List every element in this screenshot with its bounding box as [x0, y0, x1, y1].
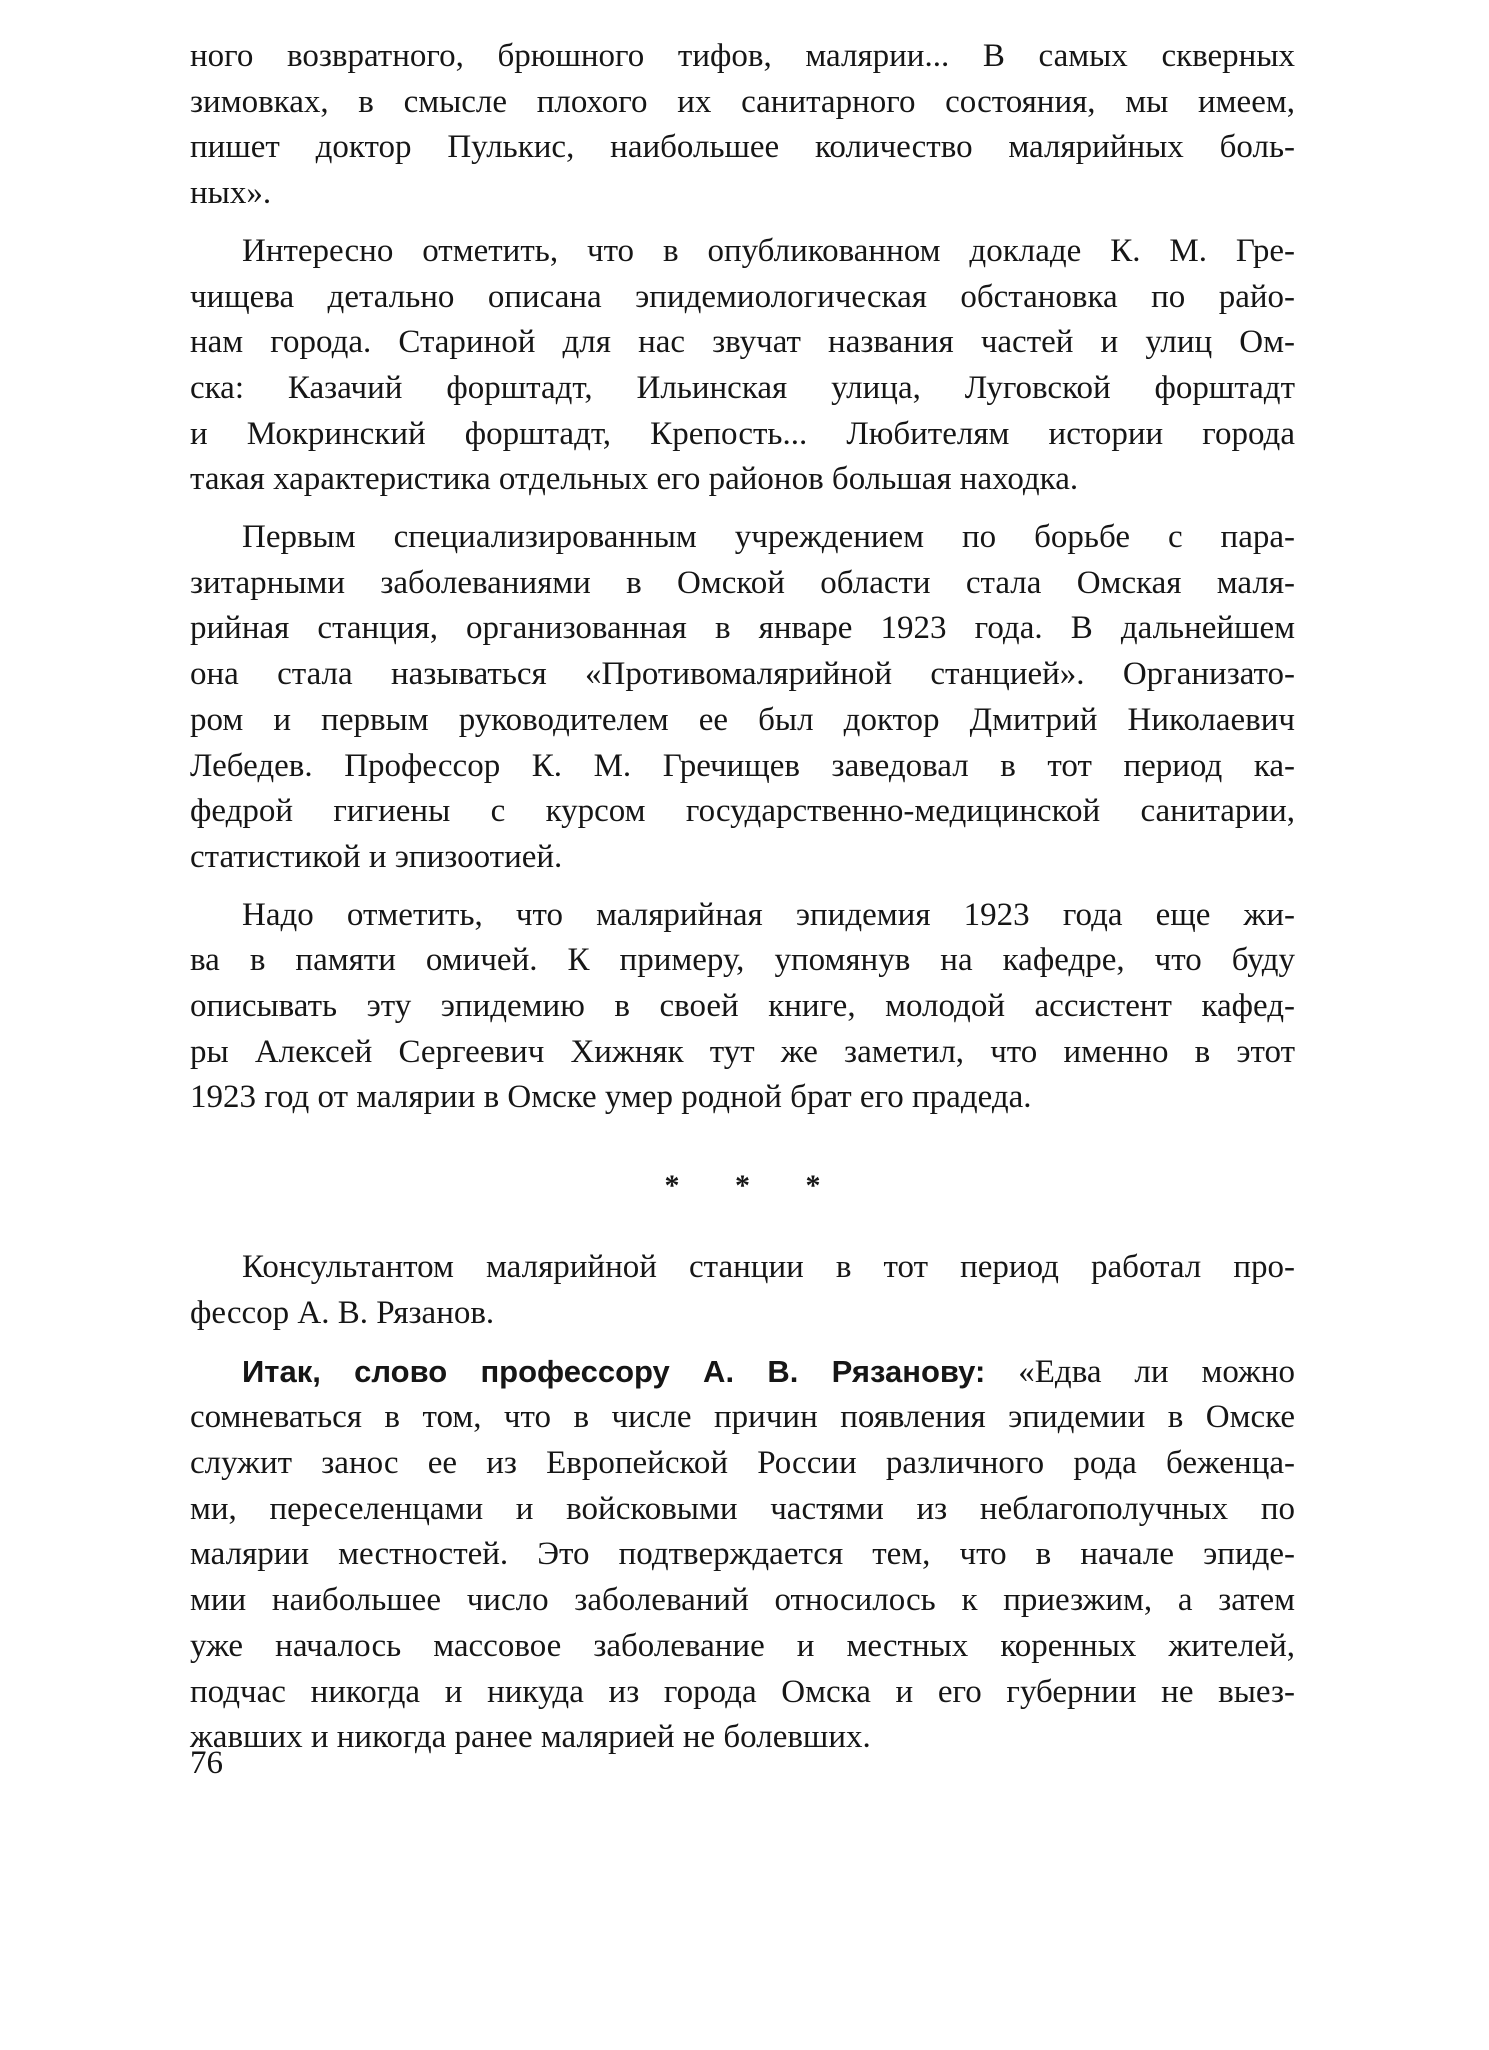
- text-line: такая характеристика отдельных его районов большая находка.: [190, 461, 1079, 498]
- book-page: [190, 34, 1295, 1761]
- text-line: сомневаться в том, что в числе причин появления эпидемии в Омске: [190, 1399, 1295, 1436]
- text-line: ных».: [190, 175, 272, 212]
- text-line: пишет доктор Пулькис, наибольшее количество малярийных боль-: [190, 129, 1295, 166]
- paragraph-gap: [190, 503, 1295, 515]
- text-line: служит занос ее из Европейской России различного рода беженца-: [190, 1444, 1295, 1481]
- text-line: зимовках, в смысле плохого их санитарного состояния, мы имеем,: [190, 83, 1295, 120]
- text-line: Надо отметить, что малярийная эпидемия 1923 года еще жи-: [242, 896, 1295, 933]
- text-line: жавших и никогда ранее малярией не болевших.: [190, 1719, 871, 1756]
- text-line-with-lead: [190, 1349, 1295, 1396]
- text-line: рийная станция, организованная в январе 1923 года. В дальнейшем: [190, 610, 1295, 647]
- text-line: и Мокринский форштадт, Крепость... Любителям истории города: [190, 415, 1295, 452]
- text-line: Интересно отметить, что в опубликованном докладе К. М. Гре-: [242, 232, 1295, 269]
- text-line: ска: Казачий форштадт, Ильинская улица, Луговской форштадт: [190, 369, 1295, 406]
- text-line: фессор А. В. Рязанов.: [190, 1294, 495, 1331]
- text-line: статистикой и эпизоотией.: [190, 838, 563, 875]
- paragraph-2: [190, 229, 1295, 503]
- section-separator: * * *: [664, 1169, 845, 1203]
- text-line: мии наибольшее число заболеваний относилось к приезжим, а затем: [190, 1582, 1295, 1619]
- paragraph-4: [190, 893, 1295, 1122]
- paragraph-3: [190, 515, 1295, 881]
- text-line: ва в памяти омичей. К примеру, упомянув на кафедре, что буду: [190, 942, 1295, 979]
- text-fragment: «Едва ли можно: [985, 1353, 1295, 1390]
- text-line: 1923 год от малярии в Омске умер родной брат его прадеда.: [190, 1079, 1032, 1116]
- text-line: ры Алексей Сергеевич Хижняк тут же заметил, что именно в этот: [190, 1033, 1295, 1070]
- text-line: ного возвратного, брюшного тифов, малярии... В самых скверных: [190, 38, 1295, 74]
- text-line: малярии местностей. Это подтверждается тем, что в начале эпиде-: [190, 1536, 1295, 1573]
- text-line: нам города. Стариной для нас звучат названия частей и улиц Ом-: [190, 324, 1295, 361]
- text-line: зитарными заболеваниями в Омской области стала Омская маля-: [190, 564, 1295, 601]
- text-line: Консультантом малярийной станции в тот период работал про-: [242, 1249, 1295, 1286]
- paragraph-1: [190, 34, 1295, 217]
- paragraph-gap: [190, 217, 1295, 229]
- text-line: Лебедев. Профессор К. М. Гречищев заведовал в тот период ка-: [190, 747, 1295, 784]
- text-line: ми, переселенцами и войсковыми частями из неблагополучных по: [190, 1490, 1295, 1527]
- bold-lead-phrase: Итак, слово профессору А. В. Рязанову:: [242, 1353, 986, 1389]
- text-line: ром и первым руководителем ее был доктор Дмитрий Николаевич: [190, 701, 1295, 738]
- paragraph-gap: [190, 881, 1295, 893]
- text-line: описывать эту эпидемию в своей книге, молодой ассистент кафед-: [190, 988, 1295, 1025]
- text-line: уже началось массовое заболевание и местных коренных жителей,: [190, 1627, 1295, 1664]
- text-line: чищева детально описана эпидемиологическая обстановка по райо-: [190, 278, 1295, 315]
- paragraph-5: [190, 1245, 1295, 1336]
- text-line: она стала называться «Противомалярийной станцией». Организато-: [190, 656, 1295, 693]
- text-line: федрой гигиены с курсом государственно-медицинской санитарии,: [190, 793, 1295, 830]
- paragraph-gap: [190, 1337, 1295, 1349]
- page-number: 76: [190, 1745, 223, 1781]
- text-line: Первым специализированным учреждением по борьбе с пара-: [242, 519, 1295, 556]
- paragraph-6: [190, 1349, 1295, 1761]
- text-line: подчас никогда и никуда из города Омска и его губернии не выез-: [190, 1673, 1295, 1710]
